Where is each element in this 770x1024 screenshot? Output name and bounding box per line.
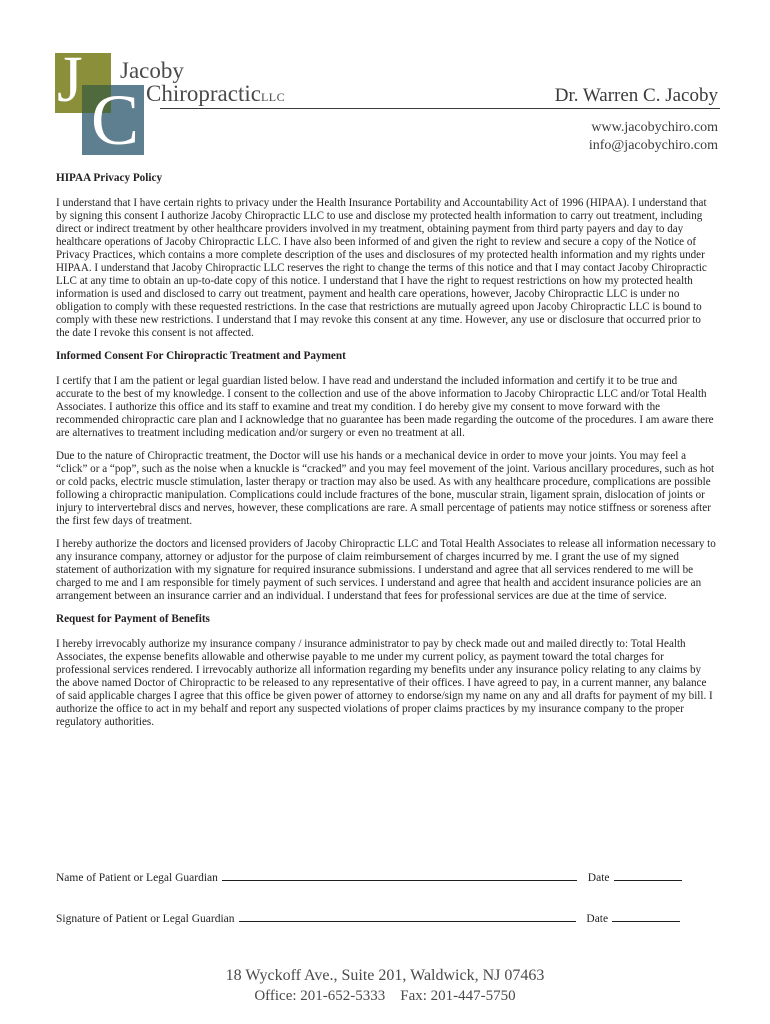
doctor-name: Dr. Warren C. Jacoby	[554, 85, 718, 106]
signature-label: Signature of Patient or Legal Guardian	[56, 913, 235, 925]
section-heading-benefits: Request for Payment of Benefits	[56, 613, 210, 625]
signature-field[interactable]	[239, 911, 576, 922]
email-link[interactable]: info@jacobychiro.com	[588, 138, 718, 153]
logo-letter-c: C	[91, 80, 140, 160]
brand-suffix: LLC	[260, 90, 286, 104]
date-label-2: Date	[586, 913, 609, 925]
contact-info	[589, 119, 718, 155]
paragraph-benefits: I hereby irrevocably authorize my insurance company / insurance administrator to pay by check made out and mailed directly to: Total Health Associates, the expense benefits allowable and otherwise payable to me under my current policy, as payment toward the total charges for professional services rendered. I irrevocably authorize all information regarding my benefits under any insurance policy relating to any claims by the above named Doctor of Chiropractic to be released to any representative of their offices. I have agreed to pay, in a current manner, any balance of said applicable charges I agree that this office be given power of attorney to endorse/sign my name on any and all drafts for payment of my bill. I authorize the office to act in my behalf and report any suspected violations of proper claims practices by my insurance company to the proper regulatory authorities.	[56, 638, 713, 728]
paragraph-consent-2: Due to the nature of Chiropractic treatment, the Doctor will use his hands or a mechanical device in order to move your joints. You may feel a “click” or a “pop”, such as the noise when a knuckle is “cracked” and you may feel movement of the joint. Various ancillary procedures, such as hot or cold packs, electric muscle stimulation, laster therapy or traction may also be used. As with any healthcare procedure, complications are possible following a chiropractic manipulation. Complications could include fractures of the bone, muscular strain, ligament sprain, dislocation of joints or injury to intervertebral discs and nerves, however, these complications are rare. A small percentage of patients may notice stiffness or soreness after the first few days of treatment.	[56, 450, 715, 527]
paragraph-hipaa: I understand that I have certain rights to privacy under the Health Insurance Portability and Accountability Act of 1996 (HIPAA). I understand that by signing this consent I authorize Jacoby Chiropractic LLC to use and disclose my protected health information to carry out treatment, including direct or indirect treatment by other healthcare providers involved in my treatment, obtaining payment from third party payers and day to day healthcare operations of Jacoby Chiropractic LLC. I have also been informed of and given the right to review and secure a copy of the Notice of Privacy Practices, which contains a more complete description of the uses and disclosures of my protected health information and my rights under HIPAA. I understand that Jacoby Chiropractic LLC reserves the right to change the terms of this notice and that I may contact Jacoby Chiropractic LLC at any time to obtain an up-to-date copy of this notice. I understand that I have the right to request restrictions on how my protected health information is used and disclosed to carry out treatment, payment and health care operations, however, Jacoby Chiropractic LLC is under no obligation to comply with these requested restrictions. In the case that restrictions are mutually agreed upon Jacoby Chiropractic LLC is bound to comply with these new restrictions. I understand that I may revoke this consent at any time. However, any use or disclosure that occurred prior to the date I revoke this consent is not affected.	[56, 197, 707, 339]
patient-name-label: Name of Patient or Legal Guardian	[56, 872, 218, 884]
brand-name-line1: Jacoby	[120, 58, 184, 83]
footer-address: 18 Wyckoff Ave., Suite 201, Waldwick, NJ 07463	[225, 967, 545, 984]
signature-row	[56, 911, 716, 925]
date-field-1[interactable]	[614, 870, 682, 881]
logo-letter-j: J	[57, 43, 83, 116]
document-body	[56, 172, 716, 739]
section-heading-consent: Informed Consent For Chiropractic Treatment and Payment	[56, 350, 346, 362]
patient-name-field[interactable]	[222, 870, 577, 881]
paragraph-consent-3: I hereby authorize the doctors and licensed providers of Jacoby Chiropractic LLC and Total Health Associates to release all information necessary to any insurance company, attorney or adjustor for the purpose of claim reimbursement of charges incurred by me. I grant the use of my signed statement of authorization with my signature for required insurance submissions. I understand and agree that all services rendered to me will be charged to me and I am responsible for timely payment of such services. I understand and agree that health and accident insurance policies are an arrangement between an insurance carrier and an individual. I understand that fees for professional services are due at the time of service.	[56, 538, 716, 602]
date-label-1: Date	[587, 872, 610, 884]
section-heading-hipaa: HIPAA Privacy Policy	[56, 172, 163, 184]
brand-name-line2	[146, 81, 285, 107]
header-rule	[160, 108, 720, 109]
brand-name-chiropractic: Chiropractic	[146, 81, 261, 106]
date-field-2[interactable]	[612, 911, 680, 922]
website-link[interactable]: www.jacobychiro.com	[591, 120, 718, 135]
paragraph-consent-1: I certify that I am the patient or legal guardian listed below. I have read and understand the included information and certify it to be true and accurate to the best of my knowledge. I consent to the collection and use of the above information to Jacoby Chiropractic LLC and/or Total Health Associates. I authorize this office and its staff to examine and treat my condition. I do hereby give my consent to move forward with the recommended chiropractic care plan and I acknowledge that no guarantee has been made regarding the outcome of the procedures. I am aware there are alternatives to treatment including medication and/or surgery or even no treatment at all.	[56, 375, 714, 439]
patient-name-row	[56, 870, 716, 884]
footer-phones: Office: 201-652-5333 Fax: 201-447-5750	[254, 988, 516, 1004]
